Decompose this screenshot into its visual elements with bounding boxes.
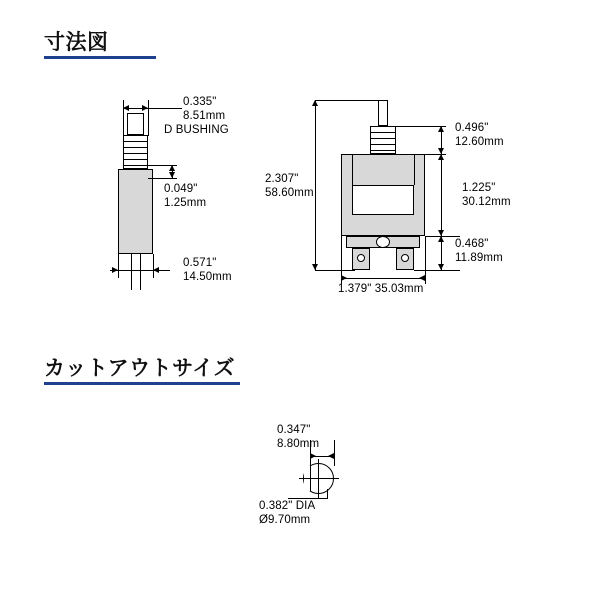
thread-line	[370, 132, 396, 133]
label-dia-inch: 0.382" DIA	[259, 500, 316, 512]
label-width-mm: 14.50mm	[183, 271, 232, 283]
label-width-combined: 1.379" 35.03mm	[338, 283, 424, 295]
dim-line	[315, 100, 316, 270]
terminal-hole-left	[357, 254, 365, 262]
body-detail	[352, 154, 353, 185]
label-thread-inch: 0.049"	[164, 183, 198, 195]
label-bushing-mm: 8.51mm	[183, 110, 226, 122]
label-bushing-inch: 0.335"	[183, 96, 217, 108]
side-view-body	[118, 169, 153, 254]
heading-underline	[44, 382, 240, 385]
thread-line	[123, 141, 148, 142]
thread-line	[370, 138, 396, 139]
label-button-inch: 0.496"	[455, 122, 489, 134]
label-body-mm: 30.12mm	[462, 196, 511, 208]
side-view-plunger	[127, 113, 144, 135]
thread-line	[123, 153, 148, 154]
front-view-label-plate	[352, 185, 414, 215]
dim-arrow	[438, 126, 444, 132]
dim-arrow	[419, 275, 425, 281]
label-flat-mm: 8.80mm	[277, 438, 320, 450]
section-heading-cutout-text: カットアウトサイズ	[44, 357, 235, 380]
label-height-mm: 58.60mm	[265, 187, 314, 199]
terminal-hole-right	[401, 254, 409, 262]
label-width-inch: 0.571"	[183, 257, 217, 269]
section-heading-cutout	[44, 352, 235, 385]
center-mark-horizontal	[299, 478, 339, 479]
leader-line	[327, 489, 328, 498]
ext-line	[315, 270, 355, 271]
dim-line	[441, 154, 442, 236]
dim-arrow	[438, 236, 444, 242]
ext-line	[148, 100, 149, 136]
ext-line	[425, 236, 426, 284]
thread-line	[123, 147, 148, 148]
section-heading-dimensions	[44, 26, 109, 59]
body-detail	[414, 154, 415, 185]
dim-arrow	[153, 267, 159, 273]
ext-line	[334, 440, 335, 466]
dim-line	[341, 278, 425, 279]
dim-arrow	[310, 453, 316, 459]
dim-arrow	[169, 172, 175, 178]
dim-arrow	[328, 453, 334, 459]
label-flat-inch: 0.347"	[277, 424, 311, 436]
label-thread-mm: 1.25mm	[164, 197, 207, 209]
label-height-inch: 2.307"	[265, 173, 299, 185]
ext-line	[414, 270, 460, 271]
label-terminal-mm: 11.89mm	[455, 252, 503, 264]
thread-line	[370, 144, 396, 145]
label-dia-mm: Ø9.70mm	[259, 514, 311, 526]
ext-line	[118, 254, 119, 278]
thread-line	[370, 150, 396, 151]
dim-arrow	[112, 267, 118, 273]
dim-arrow	[438, 154, 444, 160]
front-view-mount-hole	[376, 236, 390, 248]
front-view-button	[378, 100, 388, 126]
side-view-terminal	[131, 254, 132, 290]
label-bushing-note: D BUSHING	[164, 124, 229, 136]
ext-line	[153, 254, 154, 278]
heading-underline	[44, 56, 156, 59]
side-view-terminal	[140, 254, 141, 290]
label-body-inch: 1.225"	[462, 182, 496, 194]
thread-line	[123, 165, 148, 166]
ext-line	[148, 178, 177, 179]
section-heading-dimensions-text: 寸法図	[44, 31, 109, 54]
thread-line	[123, 159, 148, 160]
label-terminal-inch: 0.468"	[455, 238, 489, 250]
label-button-mm: 12.60mm	[455, 136, 504, 148]
center-mark-vertical	[318, 459, 319, 498]
dim-arrow	[438, 264, 444, 270]
dim-arrow	[123, 105, 129, 111]
leader-line	[288, 498, 328, 499]
dim-arrow	[341, 275, 347, 281]
ext-line	[315, 100, 378, 101]
dim-arrow	[169, 165, 175, 171]
dim-line	[110, 270, 170, 271]
leader-line	[148, 108, 182, 109]
